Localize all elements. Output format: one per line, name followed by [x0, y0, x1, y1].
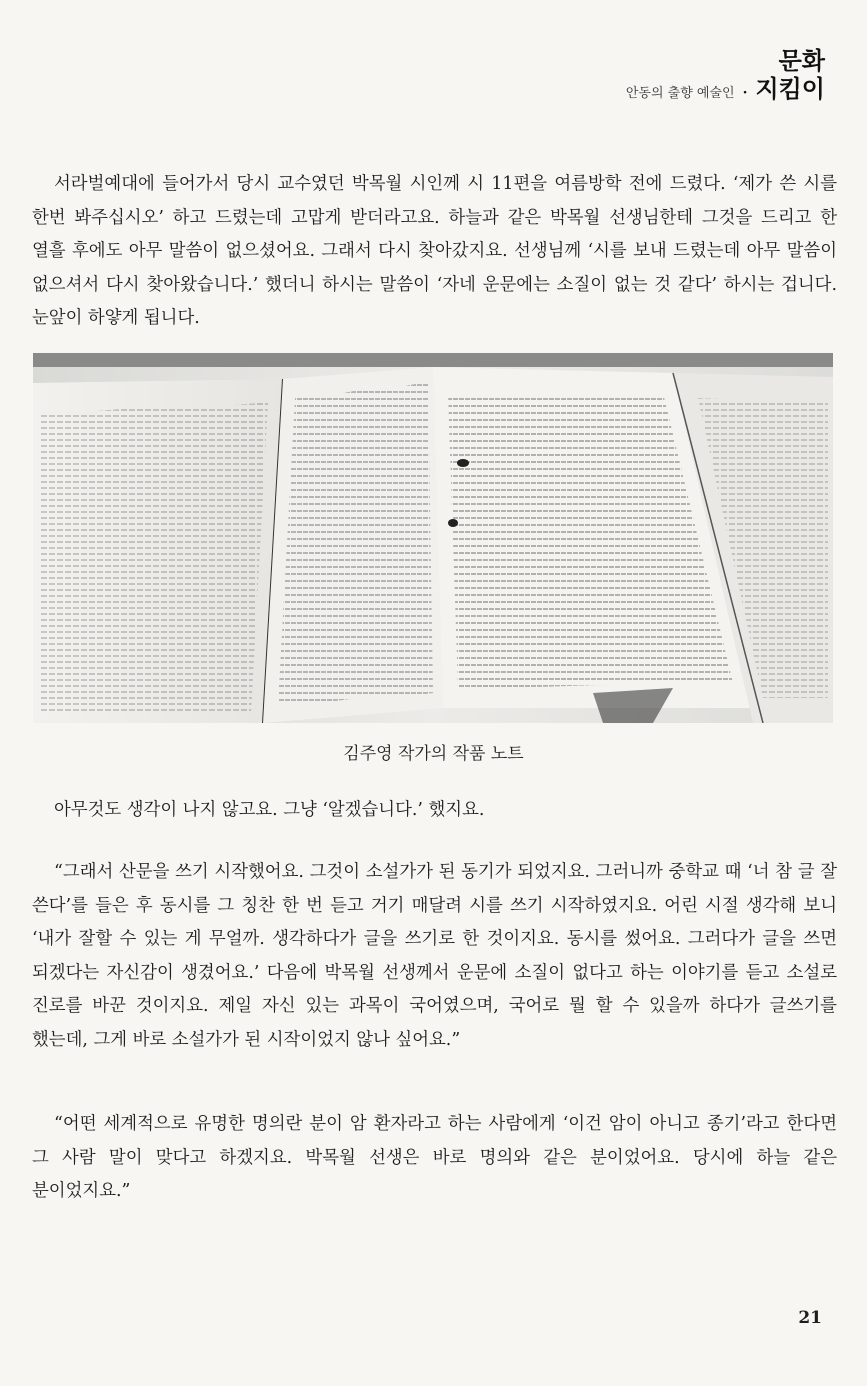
paragraph-1: 서라벌예대에 들어가서 당시 교수였던 박목월 시인께 시 11편을 여름방학 전에 드렸다. ‘제가 쓴 시를 한번 봐주십시오’ 하고 드렸는데 고맙게 받더라고요. 하늘과 같은 박목월 선생님한테 그것을 드리고 한 열흘 후에도 아무 말씀이 없으셨어요. 그래서 다시 찾아갔지요. 선생님께 ‘시를 보내 드렸는데 아무 말씀이 없으셔서 다시 찾아왔습니다.’ 했더니 하시는 말씀이 ‘자네 운문에는 소질이 없는 것 같다’ 하시는 겁니다. 눈앞이 하얗게 됩니다. [32, 174, 837, 328]
page-number: 21 [798, 1308, 822, 1328]
paragraph-2: 아무것도 생각이 나지 않고요. 그냥 ‘알겠습니다.’ 했지요. [54, 800, 485, 820]
paragraph-3: “그래서 산문을 쓰기 시작했어요. 그것이 소설가가 된 동기가 되었지요. 그러니까 중학교 때 ‘너 참 글 잘 쓴다’를 들은 후 동시를 그 칭찬 한 번 듣고 거기 매달려 시를 쓰기 시작하였지요. 어린 시절 생각해 보니 ‘내가 잘할 수 있는 게 무얼까. 생각하다가 글을 쓰기로 한 것이지요. 동시를 썼어요. 그러다가 글을 쓰면 되겠다는 자신감이 생겼어요.’ 다음에 박목월 선생께서 운문에 소질이 없다고 하는 이야기를 듣고 소설로 진로를 바꾼 것이지요. 제일 자신 있는 과목이 국어였으며, 국어로 뭘 할 수 있을까 하다가 글쓰기를 했는데, 그게 바로 소설가가 된 시작이었지 않나 싶어요.” [32, 862, 837, 1050]
paragraph-4: “어떤 세계적으로 유명한 명의란 분이 암 환자라고 하는 사람에게 ‘이건 암이 아니고 종기’라고 한다면 그 사람 말이 맞다고 하겠지요. 박목월 선생은 바로 명의와 같은 분이었어요. 당시에 하늘 같은 분이었지요.” [32, 1114, 837, 1201]
header-separator: · [742, 85, 748, 101]
manuscript-notebook-photo [33, 353, 833, 723]
section-subtitle: 안동의 출향 예술인 [625, 86, 735, 101]
section-series: 지킴이 [755, 75, 825, 103]
header-row [626, 76, 825, 102]
running-header [626, 48, 825, 102]
photo-caption: 김주영 작가의 작품 노트 [343, 744, 524, 764]
section-category: 문화 [778, 47, 825, 75]
